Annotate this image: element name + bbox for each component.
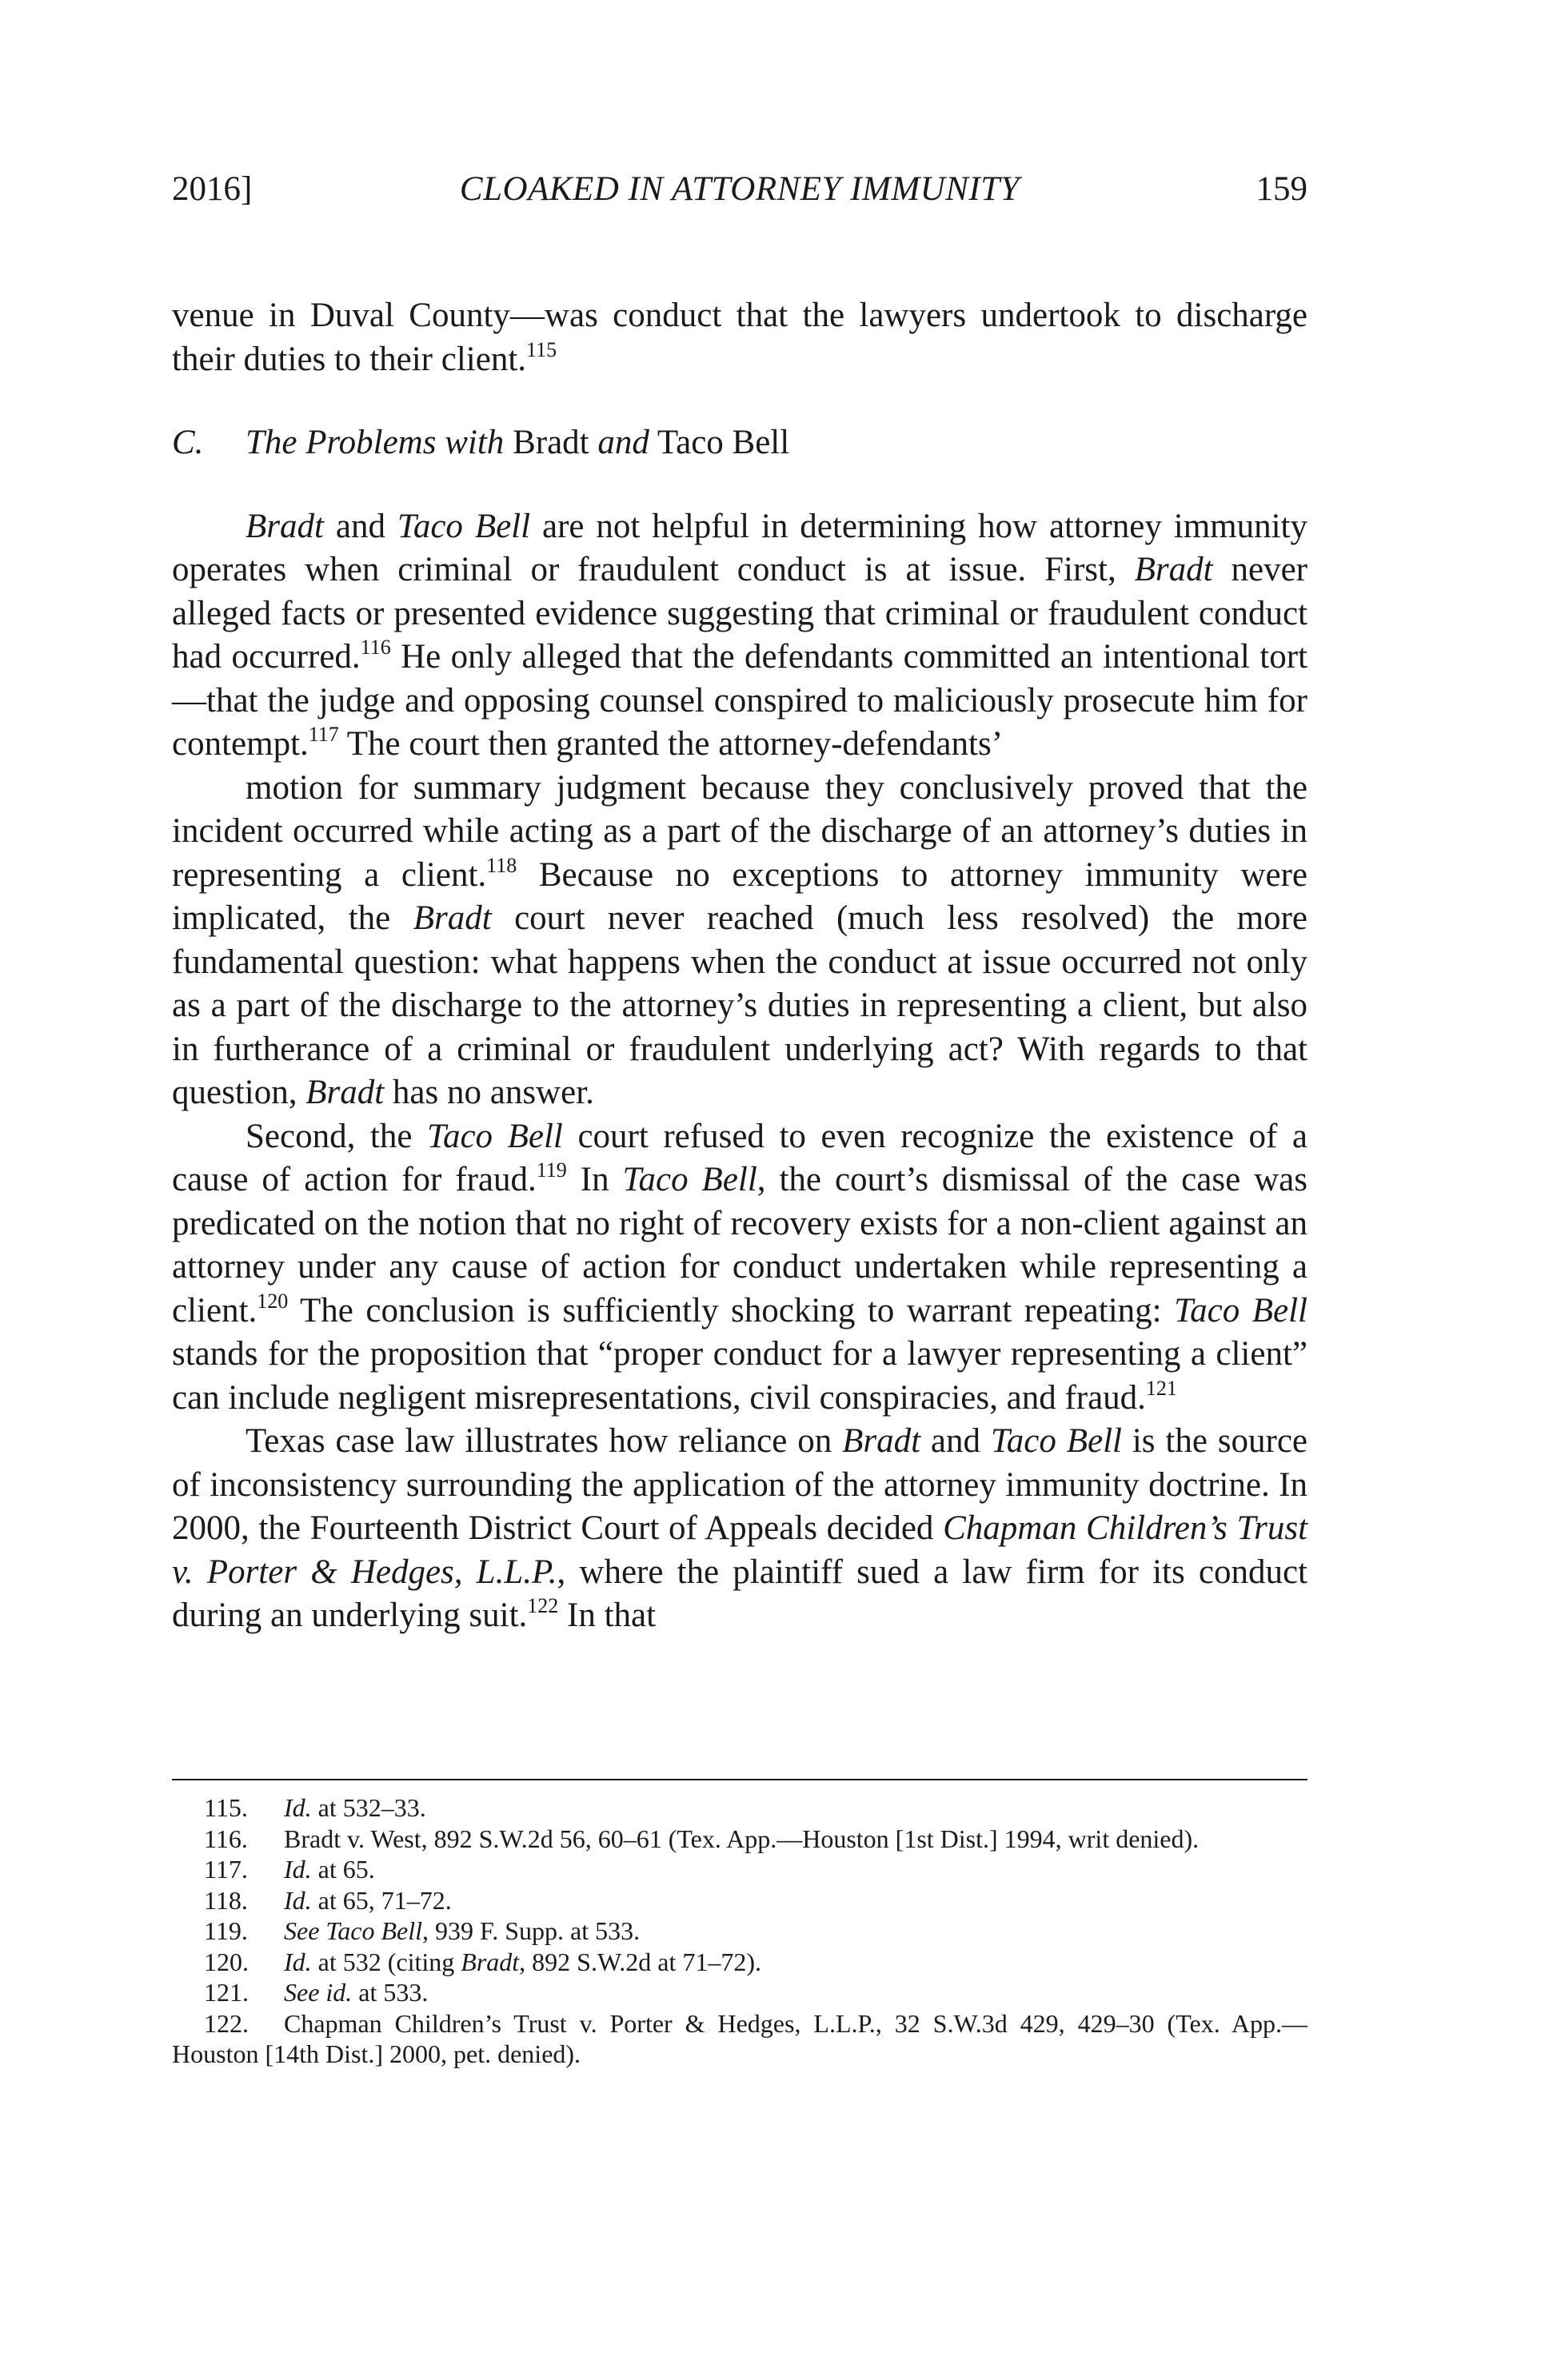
main-text [172, 294, 1307, 1638]
paragraph: Second, the Taco Bell court refused to even recognize the existence of a cause of action for fraud.$^{119}$ In Taco Bell, the court’s dismissal of the case was predicated on the notion that no right of recovery exists for a non-client against an attorney under any cause of action for conduct undertaken while representing a client.$^{120}$ The conclusion is sufficiently shocking to warrant repeating: Taco Bell stands for the proposition that “proper conduct for a lawyer representing a client” can include negligent misrepresentations, civil conspiracies, and fraud.$^{121}$ [172, 1117, 1307, 1417]
footnote: 116. Bradt v. West, 892 S.W.2d 56, 60–61 (Tex. App.—Houston [1st Dist.] 1994, writ denied). [204, 1824, 1200, 1853]
section-label: C. [172, 424, 204, 461]
footnote: 120. Id. at 532 (citing Bradt, 892 S.W.2d at 71–72). [204, 1947, 761, 1976]
running-header [172, 169, 1307, 217]
footnote-ref[interactable]: 121 [1145, 1376, 1177, 1400]
paragraph: Texas case law illustrates how reliance on Bradt and Taco Bell is the source of inconsistency surrounding the application of the attorney immunity doctrine. In 2000, the Fourteenth District Court of Appeals decided Chapman Children’s Trust v. Porter & Hedges, L.L.P., where the plaintiff sued a law firm for its conduct during an underlying suit.$^{122}$ In that [172, 1422, 1308, 1634]
footnote-ref[interactable]: 118 [486, 853, 517, 877]
footnote-divider [172, 1779, 1307, 1780]
footnote-ref[interactable]: 119 [536, 1158, 567, 1182]
footnote-ref[interactable]: 115 [526, 337, 557, 361]
paragraph: motion for summary judgment because they conclusively proved that the incident occurred while acting as a part of the discharge of an attorney’s duties in representing a client.$^{118}$ Because no exceptions to attorney immunity were implicated, the Bradt court never reached (much less resolved) the more fundamental question: what happens when the conduct at issue occurred not only as a part of the discharge to the attorney’s duties in representing a client, but also in furtherance of a criminal or fraudulent underlying act? With regards to that question, Bradt has no answer. [172, 768, 1307, 1111]
footnote: 117. Id. at 65. [204, 1855, 375, 1884]
paragraph-continued: venue in Duval County—was conduct that the lawyers undertook to discharge their duties to their client.$^{115}$ [172, 297, 1307, 378]
footnote: 121. See id. at 533. [204, 1978, 429, 2007]
footnote: 122. Chapman Children’s Trust v. Porter & Hedges, L.L.P., 32 S.W.3d 429, 429–30 (Tex. App.—Houston [14th Dist.] 2000, pet. denied). [172, 2008, 1307, 2068]
footnote-ref[interactable]: 116 [360, 636, 391, 659]
running-title: CLOAKED IN ATTORNEY IMMUNITY [459, 170, 1020, 208]
footnote: 119. See Taco Bell, 939 F. Supp. at 533. [204, 1916, 641, 1945]
volume-year: 2016] [172, 170, 253, 208]
footnote-ref[interactable]: 117 [308, 723, 339, 746]
footnote-ref[interactable]: 122 [527, 1594, 559, 1617]
paragraph: Bradt and Taco Bell are not helpful in determining how attorney immunity operates when criminal or fraudulent conduct is at issue. First, Bradt never alleged facts or presented evidence suggesting that criminal or fraudulent conduct had occurred.$^{116}$ He only alleged that the defendants committed an intentional tort—that the judge and opposing counsel conspired to maliciously prosecute him for contempt.$^{117}$ The court then granted the attorney-defendants’ [172, 507, 1307, 763]
footnote-ref[interactable]: 120 [257, 1289, 289, 1313]
section-heading: C. The Problems with Bradt and Taco Bell [172, 421, 1307, 465]
footnotes [172, 1792, 1307, 2070]
footnote: 115. Id. at 532–33. [204, 1793, 426, 1822]
page-number: 159 [1256, 170, 1307, 208]
footnote: 118. Id. at 65, 71–72. [204, 1885, 452, 1915]
